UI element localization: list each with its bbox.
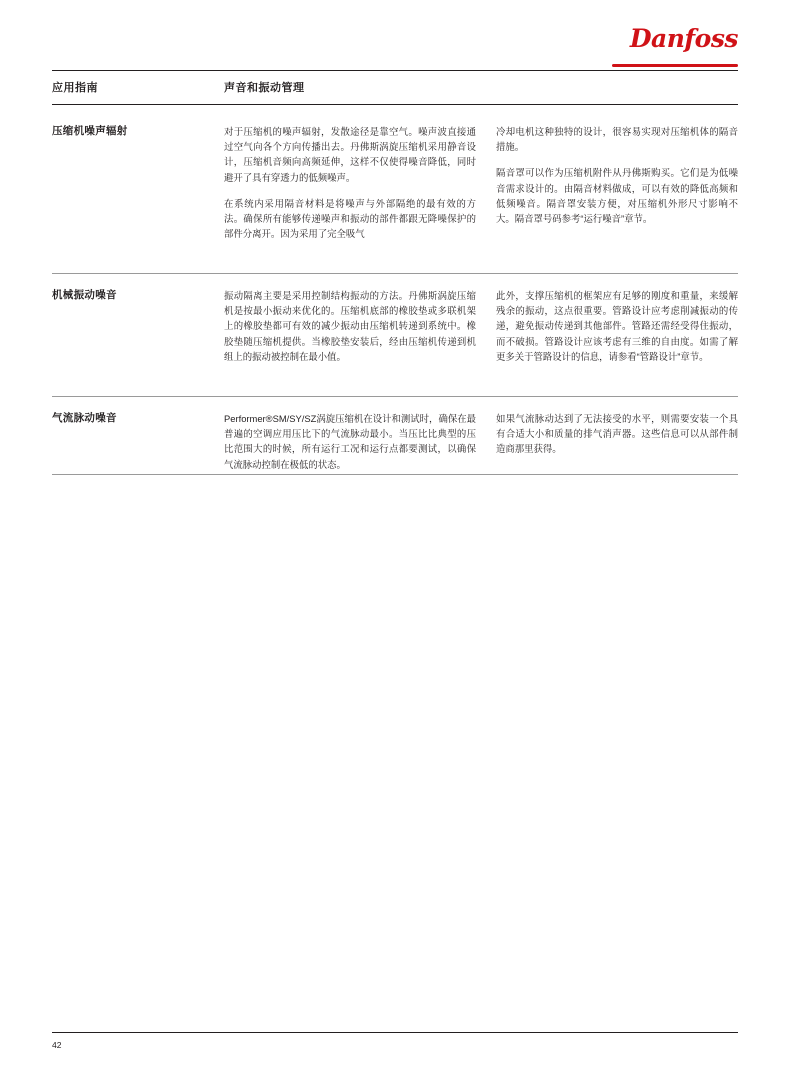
section-2-right-column — [496, 288, 738, 364]
paragraph: 冷却电机这种独特的设计，很容易实现对压缩机体的隔音措施。 — [496, 126, 738, 153]
section-title-3: 气流脉动噪音 — [52, 412, 117, 424]
section-divider-3 — [52, 474, 738, 475]
header-right-label: 声音和振动管理 — [224, 82, 305, 94]
section-divider-1 — [52, 273, 738, 274]
header-left-label: 应用指南 — [52, 82, 98, 94]
section-3-middle-column — [224, 411, 476, 472]
paragraph: Performer®SM/SY/SZ涡旋压缩机在设计和测试时，确保在最普遍的空调应用压比下的气流脉动最小。当压比比典型的压比范围大的时候，所有运行工况和运行点都要测试，以确保气流脉动控制在极低的状态。 — [224, 413, 476, 470]
paragraph: 如果气流脉动达到了无法接受的水平，则需要安装一个具有合适大小和质量的排气消声器。这些信息可以从部件制造商那里获得。 — [496, 413, 738, 455]
paragraph: 在系统内采用隔音材料是将噪声与外部隔绝的最有效的方法。确保所有能够传递噪声和振动的部件都跟无降噪保护的部件分离开。因为采用了完全吸气 — [224, 197, 476, 240]
paragraph: 振动隔离主要是采用控制结构振动的方法。丹佛斯涡旋压缩机是按最小振动来优化的。压缩机底部的橡胶垫或多联机架上的橡胶垫都可有效的减少振动由压缩机转递到系统中。橡胶垫随压缩机提供。当橡胶垫安装后，经由压缩机传递到机组上的振动被控制在最小值。 — [224, 290, 476, 362]
section-1-middle-column — [224, 124, 476, 242]
section-3-right-column — [496, 411, 738, 457]
page-number: 42 — [52, 1040, 62, 1050]
header-rule-bottom — [52, 104, 738, 105]
paragraph: 此外，支撑压缩机的框架应有足够的刚度和重量，来缓解残余的振动，这点很重要。管路设计应考虑削减振动的传递，避免振动传递到其他部件。管路还需经受得住振动，而不破损。管路设计应该考虑有三维的自由度。如需了解更多关于管路设计的信息，请参看“管路设计”章节。 — [496, 290, 738, 362]
header-rule-top — [52, 70, 738, 71]
section-divider-2 — [52, 396, 738, 397]
footer-rule — [52, 1032, 738, 1033]
section-2-middle-column — [224, 288, 476, 364]
paragraph: 隔音罩可以作为压缩机附件从丹佛斯购买。它们是为低噪音需求设计的。由隔音材料做成，可以有效的降低高频和低频噪音。隔音罩安装方便，对压缩机外形尺寸影响不大。隔音罩号码参考“运行噪音”章节。 — [496, 167, 738, 225]
danfoss-logo — [598, 26, 738, 62]
section-title-2: 机械振动噪音 — [52, 289, 117, 301]
section-1-right-column — [496, 124, 738, 226]
logo-underline-bar — [612, 64, 738, 67]
section-title-1: 压缩机噪声辐射 — [52, 125, 128, 137]
logo-wordmark: Danfoss — [629, 24, 738, 53]
paragraph: 对于压缩机的噪声辐射，发散途径是靠空气。噪声波直接通过空气向各个方向传播出去。丹佛斯涡旋压缩机采用静音设计，压缩机音频向高频延伸，这样不仅使得噪音降低，同时避开了具有穿透力的低频噪声。 — [224, 126, 476, 183]
